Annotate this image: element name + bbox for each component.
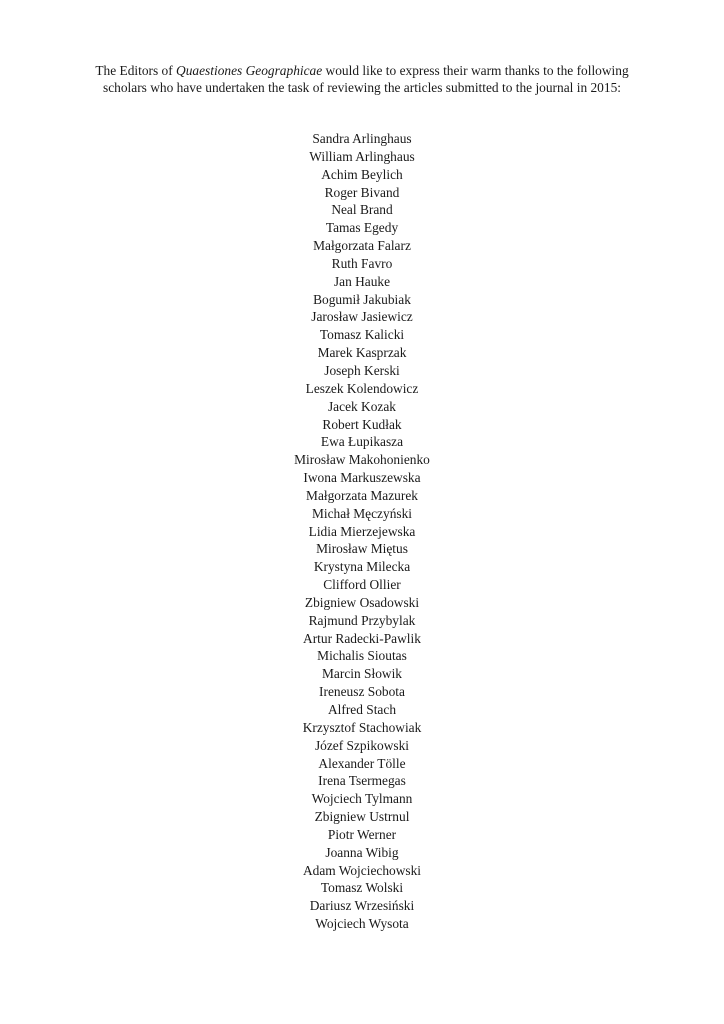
reviewer-name: Leszek Kolendowicz xyxy=(305,380,419,396)
reviewer-name: Rajmund Przybylak xyxy=(308,612,416,628)
reviewer-name: Irena Tsermegas xyxy=(318,773,406,789)
reviewer-name: Artur Radecki-Pawlik xyxy=(303,630,421,646)
reviewer-name: Marek Kasprzak xyxy=(317,345,407,361)
journal-title: Quaestiones Geographicae xyxy=(176,63,323,78)
reviewer-name: Dariusz Wrzesiński xyxy=(309,898,415,914)
reviewer-name: Alfred Stach xyxy=(327,702,397,717)
reviewer-name: Sandra Arlinghaus xyxy=(312,131,412,146)
reviewer-list xyxy=(0,130,724,933)
reviewer-name: Zbigniew Ustrnul xyxy=(314,809,410,825)
reviewer-name: Zbigniew Osadowski xyxy=(304,594,420,610)
reviewer-name: Krzysztof Stachowiak xyxy=(302,719,422,735)
reviewer-name: Michalis Sioutas xyxy=(317,648,407,664)
reviewer-name: Alexander Tölle xyxy=(318,755,406,771)
reviewer-name: Lidia Mierzejewska xyxy=(308,523,416,539)
reviewer-name: Józef Szpikowski xyxy=(314,737,410,753)
reviewer-name: Ruth Favro xyxy=(331,255,393,271)
reviewer-name: Clifford Ollier xyxy=(323,577,401,593)
reviewer-name: Achim Beylich xyxy=(321,166,403,182)
reviewer-name: Robert Kudłak xyxy=(322,416,402,432)
acknowledgement-line-2: scholars who have undertaken the task of reviewing the articles submitted to the journal in 2015: xyxy=(102,80,621,95)
reviewer-name: Małgorzata Mazurek xyxy=(306,487,418,503)
reviewer-name: Tomasz Kalicki xyxy=(319,327,405,343)
reviewer-name: Bogumił Jakubiak xyxy=(313,291,411,307)
acknowledgement-paragraph xyxy=(60,62,664,96)
reviewer-name: Ewa Łupikasza xyxy=(320,434,404,450)
reviewer-name: Adam Wojciechowski xyxy=(302,862,422,878)
reviewer-name: Ireneusz Sobota xyxy=(319,684,405,700)
reviewer-name: Tomasz Wolski xyxy=(320,880,404,896)
reviewer-name: Małgorzata Falarz xyxy=(313,238,411,254)
reviewer-name: Jacek Kozak xyxy=(327,398,397,414)
acknowledgement-text-start: The Editors of xyxy=(95,63,177,78)
reviewer-name: Wojciech Tylmann xyxy=(311,791,413,807)
reviewer-name: Piotr Werner xyxy=(327,826,397,842)
reviewer-name: Krystyna Milecka xyxy=(313,559,411,575)
reviewer-name: Marcin Słowik xyxy=(322,666,402,682)
reviewer-name: Joseph Kerski xyxy=(324,362,400,378)
reviewer-name: Mirosław Miętus xyxy=(316,541,408,557)
reviewer-name: Wojciech Wysota xyxy=(315,916,409,932)
reviewer-name: Joanna Wibig xyxy=(325,844,399,860)
reviewer-name: Mirosław Makohonienko xyxy=(294,452,430,468)
reviewer-name: Jan Hauke xyxy=(333,273,391,289)
reviewer-name: Roger Bivand xyxy=(324,184,400,200)
acknowledgement-text-end: would like to express their warm thanks to the following xyxy=(322,63,629,78)
reviewer-name: Tamas Egedy xyxy=(325,220,399,236)
reviewer-name: William Arlinghaus xyxy=(309,148,415,164)
acknowledgement-line-1 xyxy=(60,62,664,79)
reviewer-name: Jarosław Jasiewicz xyxy=(311,309,413,325)
reviewer-name: Iwona Markuszewska xyxy=(303,470,421,486)
reviewer-name: Neal Brand xyxy=(331,202,393,218)
reviewer-name: Michał Męczyński xyxy=(311,505,413,521)
